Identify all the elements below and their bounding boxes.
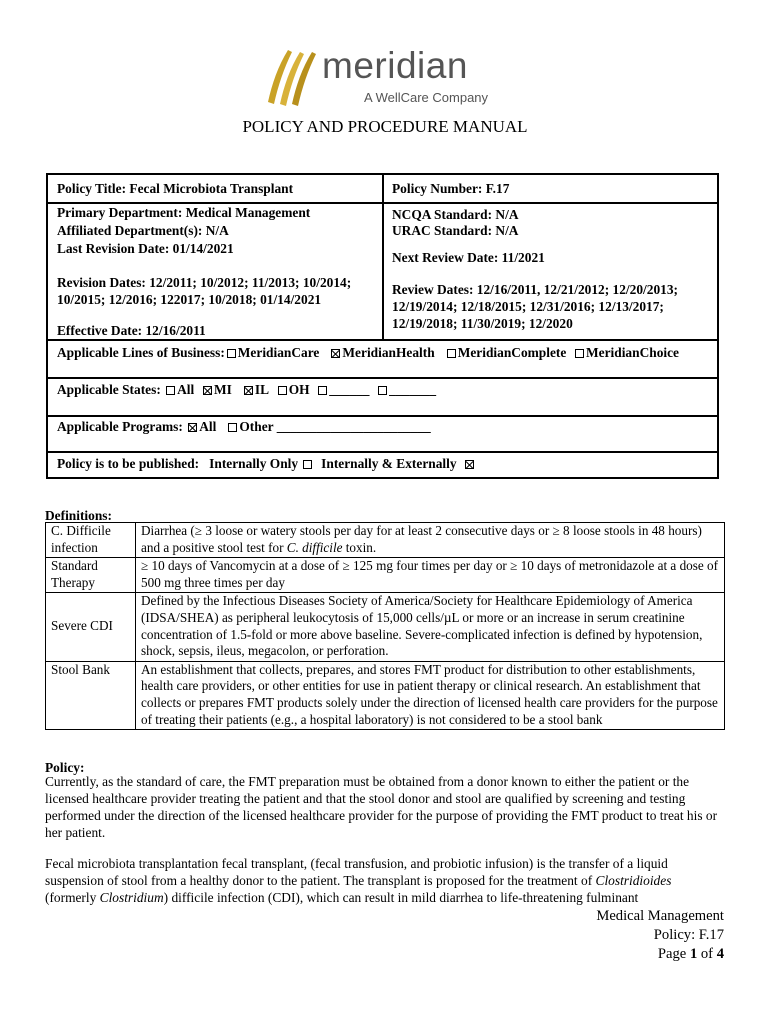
manual-title: POLICY AND PROCEDURE MANUAL — [242, 117, 528, 136]
review-dates-line-3: 12/19/2018; 11/30/2019; 12/2020 — [392, 316, 573, 331]
footer-department: Medical Management — [596, 908, 724, 924]
revision-dates-line-2: 10/2015; 12/2016; 122017; 10/2018; 01/14/2021 — [57, 292, 322, 307]
definitions-table — [45, 522, 725, 730]
publish-row — [57, 455, 476, 472]
paragraph-2-italic-term: Clostridioides — [595, 873, 672, 888]
revision-dates-line-1: Revision Dates: 12/2011; 10/2012; 11/2013; 10/2014; — [57, 275, 352, 290]
applicable-states-row — [57, 381, 436, 398]
page-of: of — [697, 946, 717, 962]
paragraph-2-italic-term-2: Clostridium — [99, 890, 164, 905]
definition-text: Defined by the Infectious Diseases Society of America/Society for Healthcare Epidemiology of America (IDSA/SHEA) as peripheral leukocytosis of 15,000 cells/µL or more or an increase in serum creatinine concentration of 1.5-fold or more above baseline. Severe-complicated infection is defined by hypotension, shock, sepsis, ileus, megacolon, or perforation. — [136, 593, 725, 661]
checkbox-state-other-1[interactable] — [318, 386, 327, 395]
checkbox-program-other[interactable] — [228, 423, 237, 432]
page-total: 4 — [716, 946, 724, 962]
checkbox-state-il[interactable] — [244, 386, 253, 395]
checkbox-state-mi[interactable] — [203, 386, 212, 395]
definition-text: Diarrhea (≥ 3 loose or watery stools per day for at least 2 consecutive days or ≥ 8 loose stools in 48 hours) and a positive stool test for C. difficile toxin. — [136, 523, 725, 558]
state-other-1-blank: ______ — [329, 382, 370, 397]
checkbox-state-all[interactable] — [166, 386, 175, 395]
option-meridiancare-label: MeridianCare — [237, 345, 320, 360]
page-current: 1 — [689, 946, 698, 962]
last-revision-date: Last Revision Date: 01/14/2021 — [57, 241, 234, 256]
footer-page-number — [596, 945, 724, 964]
checkbox-meridiancare[interactable] — [227, 349, 236, 358]
lines-of-business-row — [57, 344, 679, 361]
policy-heading: Policy: — [45, 760, 85, 775]
policy-header-table — [46, 173, 719, 479]
policy-paragraph-1: Currently, as the standard of care, the FMT preparation must be obtained from a donor known to either the patient or the licensed healthcare provider treating the patient and that the stool donor and stool are qualified by screening and testing performed under the direction of the licensed healthcare provider for the purpose of providing the FMT product to treat his or her patient. — [45, 774, 718, 840]
table-row — [46, 523, 725, 558]
logo-wordmark: meridian — [322, 45, 468, 86]
state-all-label: All — [177, 382, 195, 397]
checkbox-program-all[interactable] — [188, 423, 197, 432]
state-other-2-blank: _______ — [389, 382, 437, 397]
program-other-label: Other _______________________ — [239, 419, 431, 434]
footer-policy: Policy: F.17 — [653, 927, 724, 943]
definition-text: An establishment that collects, prepares, and stores FMT product for distribution to other establishments, health care providers, or other entities for use in patient therapy or clinical research. An establishment that collects or prepares FMT products solely under the direction of licensed health care providers for the purpose of treating their patients (e.g., a hospital laboratory) is not considered to be a stool bank — [136, 661, 725, 729]
definition-term: Severe CDI — [46, 593, 136, 661]
state-mi-label: MI — [213, 382, 232, 397]
table-row — [46, 593, 725, 661]
applicable-programs-row — [57, 418, 431, 435]
option-meridianhealth-label: MeridianHealth — [342, 345, 435, 360]
definition-term: C. Difficile infection — [46, 523, 136, 558]
applicable-states-label: Applicable States: — [57, 382, 161, 397]
option-meridiancomplete-label: MeridianComplete — [457, 345, 567, 360]
definitions-heading: Definitions: — [45, 508, 112, 523]
state-oh-label: OH — [288, 382, 310, 397]
page-prefix: Page — [657, 946, 690, 962]
checkbox-meridiancomplete[interactable] — [447, 349, 456, 358]
checkbox-publish-external[interactable] — [465, 460, 474, 469]
checkbox-state-other-2[interactable] — [378, 386, 387, 395]
urac-standard: URAC Standard: N/A — [392, 223, 519, 238]
applicable-programs-label: Applicable Programs: — [57, 419, 183, 434]
primary-department: Primary Department: Medical Management — [57, 205, 311, 220]
page-footer — [596, 907, 724, 964]
publish-internal-label: Internally Only — [209, 456, 299, 471]
checkbox-publish-internal[interactable] — [303, 460, 312, 469]
logo-tagline: A WellCare Company — [364, 90, 489, 105]
review-dates-line-2: 12/19/2014; 12/18/2015; 12/31/2016; 12/13/2017; — [392, 299, 664, 314]
lines-of-business-label: Applicable Lines of Business: — [57, 345, 225, 360]
program-all-label: All — [199, 419, 217, 434]
option-meridianchoice-label: MeridianChoice — [586, 345, 679, 360]
publish-label: Policy is to be published: — [57, 456, 200, 471]
table-row — [46, 661, 725, 729]
policy-paragraph-2 — [45, 855, 721, 906]
publish-external-label: Internally & Externally — [321, 456, 457, 471]
effective-date: Effective Date: 12/16/2011 — [57, 323, 206, 338]
meridian-logo — [262, 44, 512, 110]
checkbox-meridianchoice[interactable] — [575, 349, 584, 358]
review-dates-line-1: Review Dates: 12/16/2011, 12/21/2012; 12/20/2013; — [392, 282, 679, 297]
definition-term: Stool Bank — [46, 661, 136, 729]
ncqa-standard: NCQA Standard: N/A — [392, 207, 519, 222]
meridian-emblem-icon — [262, 44, 324, 110]
paragraph-2-line-3-start: (formerly — [45, 890, 100, 905]
state-il-label: IL — [254, 382, 270, 397]
definition-term: Standard Therapy — [46, 558, 136, 593]
policy-number: Policy Number: F.17 — [392, 181, 510, 196]
definition-text: ≥ 10 days of Vancomycin at a dose of ≥ 125 mg four times per day or ≥ 10 days of metronidazole at a dose of 500 mg three times per day — [136, 558, 725, 593]
paragraph-2-line-1: Fecal microbiota transplantation fecal transplant, (fecal transfusion, and probiotic infusion) is the transfer of a liquid — [45, 856, 668, 871]
policy-title: Policy Title: Fecal Microbiota Transplant — [57, 181, 294, 196]
checkbox-state-oh[interactable] — [278, 386, 287, 395]
paragraph-2-line-3-end: ) difficile infection (CDI), which can result in mild diarrhea to life-threatening fulminant — [163, 890, 639, 905]
table-row — [46, 558, 725, 593]
next-review-date: Next Review Date: 11/2021 — [392, 250, 545, 265]
affiliated-departments: Affiliated Department(s): N/A — [57, 223, 229, 238]
paragraph-2-line-2: suspension of stool from a healthy donor to the patient. The transplant is proposed for the treatment of — [45, 873, 596, 888]
checkbox-meridianhealth[interactable] — [331, 349, 340, 358]
